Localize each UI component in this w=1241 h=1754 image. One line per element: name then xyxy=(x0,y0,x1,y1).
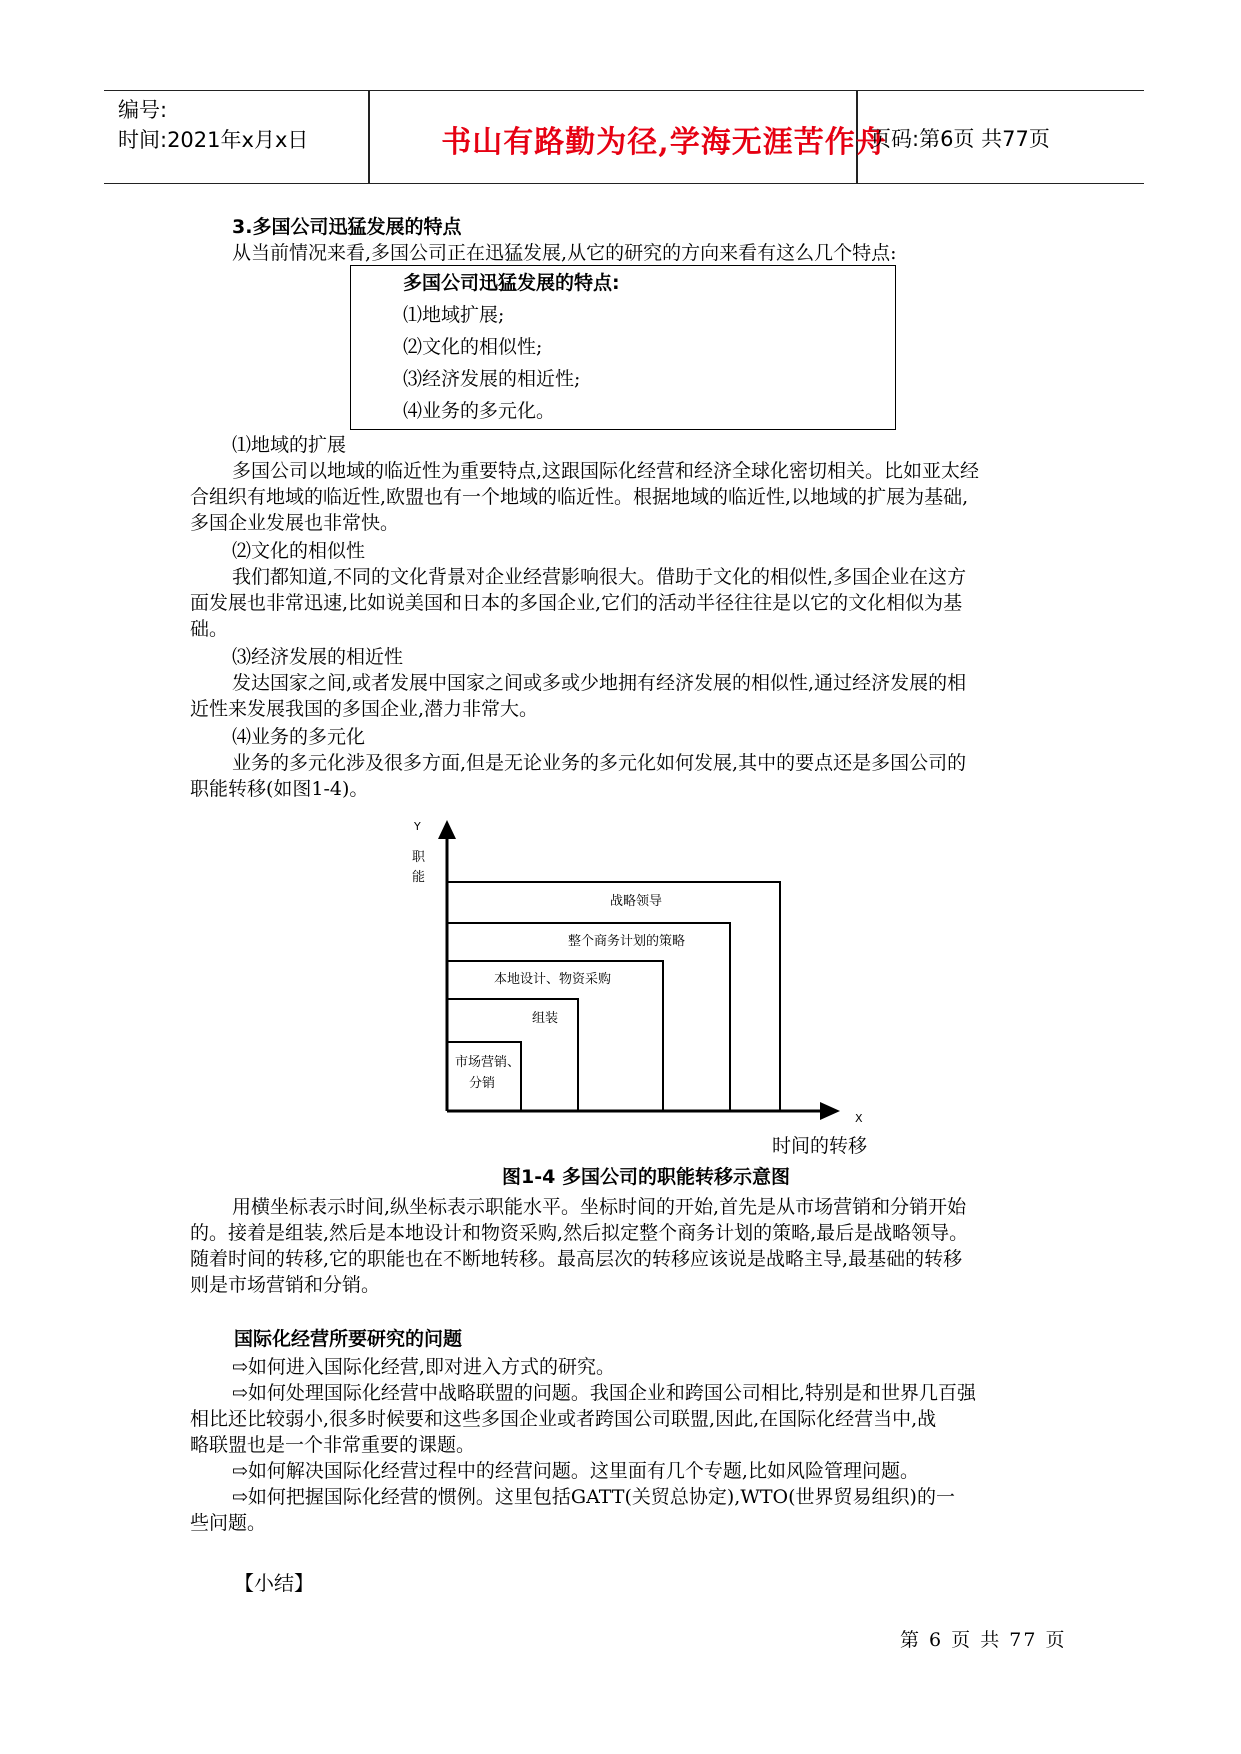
paragraph-line: 多国企业发展也非常快。 xyxy=(190,512,400,534)
x-axis-arrow xyxy=(820,1102,840,1120)
paragraph-line: 业务的多元化涉及很多方面,但是无论业务的多元化如何发展,其中的要点还是多国公司的 xyxy=(232,752,967,774)
paragraph-line: 多国公司以地域的临近性为重要特点,这跟国际化经营和经济全球化密切相关。比如亚太经 xyxy=(232,460,980,482)
paragraph-line: 随着时间的转移,它的职能也在不断地转移。最高层次的转移应该说是战略主导,最基础的转移 xyxy=(190,1248,963,1270)
y-axis-arrow xyxy=(438,820,456,839)
paragraph-line: 面发展也非常迅速,比如说美国和日本的多国企业,它们的活动半径往往是以它的文化相似为基 xyxy=(190,592,963,614)
issue-line: ⇨如何解决国际化经营过程中的经营问题。这里面有几个专题,比如风险管理问题。 xyxy=(232,1460,919,1482)
y-axis-label: 职 xyxy=(412,850,426,865)
summary-heading: 【小结】 xyxy=(234,1571,314,1595)
paragraph-line: 的。接着是组装,然后是本地设计和物资采购,然后拟定整个商务计划的策略,最后是战略领导。 xyxy=(190,1222,969,1244)
x-axis-label: 时间的转移 xyxy=(772,1135,868,1157)
page-footer: 第 6 页 共 77 页 xyxy=(900,1629,1067,1651)
header-motto: 书山有路勤为径,学海无涯苦作舟 xyxy=(441,125,887,160)
paragraph-line: 发达国家之间,或者发展中国家之间或多或少地拥有经济发展的相似性,通过经济发展的相 xyxy=(232,672,967,694)
issue-line: ⇨如何处理国际化经营中战略联盟的问题。我国企业和跨国公司相比,特别是和世界几百强 xyxy=(232,1382,976,1404)
stage-label: 组装 xyxy=(532,1011,559,1026)
header-divider xyxy=(368,91,370,183)
stage-label: 本地设计、物资采购 xyxy=(494,972,612,987)
paragraph-line: 用横坐标表示时间,纵坐标表示职能水平。坐标时间的开始,首先是从市场营销和分销开始 xyxy=(232,1196,967,1218)
time-label: 时间:2021年x月x日 xyxy=(118,128,309,152)
point-heading: ⑴地域的扩展 xyxy=(232,434,347,456)
feature-item: ⑴地域扩展; xyxy=(403,304,505,326)
x-axis-letter: X xyxy=(855,1112,863,1125)
stage-label: 市场营销、 xyxy=(455,1055,521,1070)
header-page-number: 页码:第6页 共77页 xyxy=(870,127,1050,151)
point-heading: ⑶经济发展的相近性 xyxy=(232,646,404,668)
issue-line: 略联盟也是一个非常重要的课题。 xyxy=(190,1434,476,1456)
paragraph-line: 职能转移(如图1-4)。 xyxy=(190,778,369,800)
section-intro: 从当前情况来看,多国公司正在迅猛发展,从它的研究的方向来看有这么几个特点: xyxy=(232,242,897,264)
issue-line: 相比还比较弱小,很多时候要和这些多国企业或者跨国公司联盟,因此,在国际化经营当中,战 xyxy=(190,1408,937,1430)
y-axis-letter: Y xyxy=(414,820,421,833)
feature-item: ⑶经济发展的相近性; xyxy=(403,368,581,390)
stage-label: 分销 xyxy=(469,1076,496,1091)
issue-line: ⇨如何进入国际化经营,即对进入方式的研究。 xyxy=(232,1356,615,1378)
section-title: 3.多国公司迅猛发展的特点 xyxy=(232,216,462,238)
paragraph-line: 近性来发展我国的多国企业,潜力非常大。 xyxy=(190,698,539,720)
issues-title: 国际化经营所要研究的问题 xyxy=(234,1328,463,1350)
feature-item: ⑵文化的相似性; xyxy=(403,336,543,358)
feature-item: ⑷业务的多元化。 xyxy=(403,400,556,422)
paragraph-line: 合组织有地域的临近性,欧盟也有一个地域的临近性。根据地域的临近性,以地域的扩展为基础, xyxy=(190,486,969,508)
figure-caption: 图1-4 多国公司的职能转移示意图 xyxy=(502,1166,790,1188)
serial-label: 编号: xyxy=(118,98,168,122)
y-axis-label: 能 xyxy=(412,870,426,885)
paragraph-line: 我们都知道,不同的文化背景对企业经营影响很大。借助于文化的相似性,多国企业在这方 xyxy=(232,566,967,588)
point-heading: ⑵文化的相似性 xyxy=(232,540,366,562)
function-transfer-diagram xyxy=(400,815,900,1160)
paragraph-line: 础。 xyxy=(190,618,229,640)
stage-label: 战略领导 xyxy=(610,894,663,909)
point-heading: ⑷业务的多元化 xyxy=(232,726,366,748)
page-header xyxy=(104,90,1144,184)
paragraph-line: 则是市场营销和分销。 xyxy=(190,1274,381,1296)
issue-line: ⇨如何把握国际化经营的惯例。这里包括GATT(关贸总协定),WTO(世界贸易组织)的一 xyxy=(232,1486,955,1508)
issue-line: 些问题。 xyxy=(190,1512,267,1534)
header-meta xyxy=(118,95,308,155)
feature-box xyxy=(350,265,896,430)
stage-label: 整个商务计划的策略 xyxy=(568,934,686,949)
feature-box-title: 多国公司迅猛发展的特点: xyxy=(403,272,620,294)
